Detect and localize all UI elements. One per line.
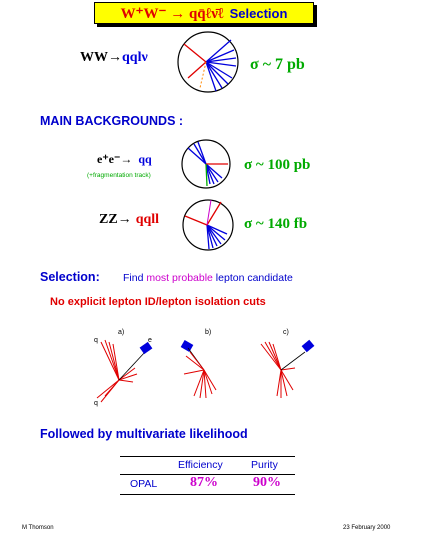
sketch-a [95,338,165,408]
sketch-q-top: q [94,337,98,344]
selection-warning: No explicit lepton ID/lepton isolation cuts [50,296,266,308]
footer-date: 23 February 2000 [343,525,391,531]
sketch-b [180,338,240,403]
zz-cross-section: σ ~ 140 fb [244,216,308,232]
signal-label [80,50,148,66]
ee-label [97,152,152,167]
zz-event-display [181,198,235,252]
title-process: W⁺W⁻ → qq̄ℓν̄ℓ [120,5,224,22]
backgrounds-heading: MAIN BACKGROUNDS : [40,114,184,128]
title-suffix: Selection [229,5,288,21]
sketch-q-bottom: q [94,400,98,407]
opal-purity: 90% [253,475,281,490]
selection-text-suffix: lepton candidate [212,272,293,284]
zz-label-left: ZZ→ [99,212,132,227]
title-box [94,2,314,24]
footer-author: M Thomson [22,525,54,531]
zz-label-right: qqll [135,212,160,227]
ee-label-right: qq [138,152,152,166]
ee-cross-section: σ ~ 100 pb [244,157,311,173]
table-rule-top [120,456,295,457]
col-purity: Purity [251,459,278,471]
selection-text [123,272,293,284]
col-efficiency: Efficiency [178,459,223,471]
sketch-b-label: b) [205,329,212,336]
sketch-c [257,338,327,403]
signal-event-display [176,30,240,94]
signal-label-right: qqlν [122,50,148,65]
likelihood-heading: Followed by multivariate likelihood [40,427,248,441]
ee-note: (+fragmentation track) [87,172,151,179]
signal-label-left: WW→ [80,50,122,65]
selection-text-prefix: Find [123,272,147,284]
signal-cross-section: σ ~ 7 pb [250,56,305,73]
table-rule-bottom [120,494,295,495]
row-opal: OPAL [130,478,158,490]
sketch-a-label: a) [118,329,125,336]
ee-event-display [180,138,232,190]
ee-label-left: e⁺e⁻→ [97,152,133,166]
sketch-c-label: c) [283,329,289,336]
selection-heading: Selection: [40,270,100,284]
sketch-e-label: e [148,337,152,344]
zz-label [99,212,159,228]
selection-text-highlight: most probable [146,272,213,284]
opal-efficiency: 87% [190,475,218,490]
